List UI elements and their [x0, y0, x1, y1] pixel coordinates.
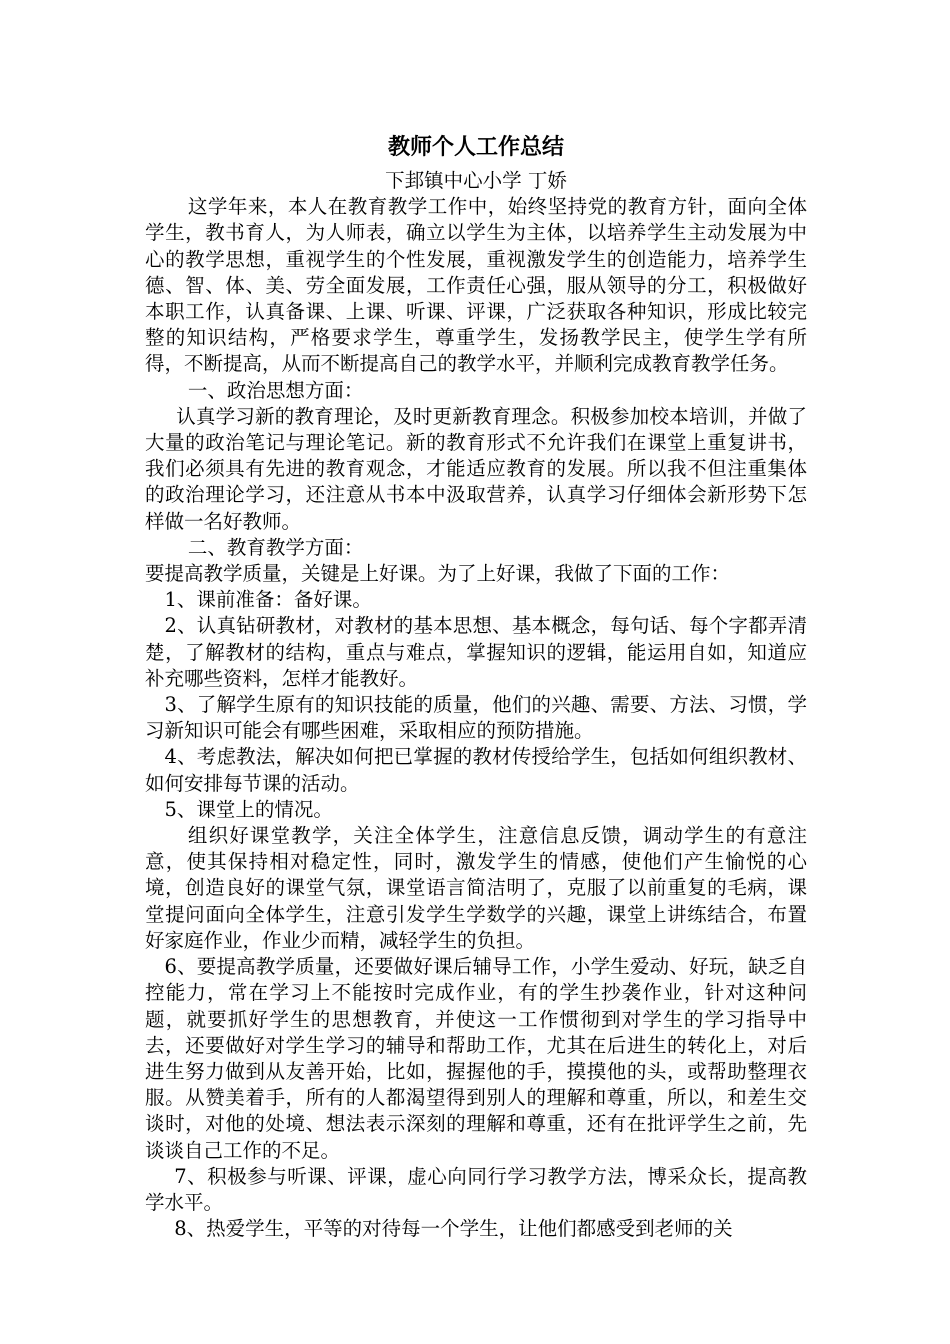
document-page: [145, 132, 807, 1242]
section-heading-political: 一、政治思想方面：: [187, 378, 364, 402]
political-paragraph: 认真学习新的教育理论，及时更新教育理念。积极参加校本培训，并做了大量的政治笔记与理论笔记。新的教育形式不允许我们在课堂上重复讲书，我们必须具有先进的教育观念，才能适应教育的发展。所以我不但注重集体的政治理论学习，还注意从书本中汲取营养，认真学习仔细体会新形势下怎样做一名好教师。: [145, 404, 807, 533]
classroom-paragraph: 组织好课堂教学，关注全体学生，注意信息反馈，调动学生的有意注意，使其保持相对稳定性，同时，激发学生的情感，使他们产生愉悦的心境，创造良好的课堂气氛，课堂语言简洁明了，克服了以前重复的毛病，课堂提问面向全体学生，注意引发学生学数学的兴趣，课堂上讲练结合，布置好家庭作业，作业少而精，减轻学生的负担。: [145, 824, 807, 952]
section-heading-teaching: 二、教育教学方面：: [187, 535, 364, 559]
list-item-4: 4、考虑教法，解决如何把已掌握的教材传授给学生，包括如何组织教材、如何安排每节课的活动。: [145, 745, 807, 795]
list-item-3: 3、了解学生原有的知识技能的质量，他们的兴趣、需要、方法、习惯，学习新知识可能会有哪些困难，采取相应的预防措施。: [145, 693, 807, 743]
author-line: 下邽镇中心小学 丁娇: [385, 169, 567, 192]
list-item-7: 7、积极参与听课、评课，虚心向同行学习教学方法，博采众长，提高教学水平。: [145, 1164, 807, 1214]
list-item-5: 5、课堂上的情况。: [164, 797, 333, 821]
list-item-8: 8、热爱学生，平等的对待每一个学生，让他们都感受到老师的关: [174, 1217, 733, 1241]
document-title: 教师个人工作总结: [387, 134, 564, 160]
teaching-intro-paragraph: 要提高教学质量，关键是上好课。为了上好课，我做了下面的工作：: [145, 562, 731, 586]
list-item-2: 2、认真钻研教材，对教材的基本思想、基本概念，每句话、每个字都弄清楚，了解教材的结构，重点与难点，掌握知识的逻辑，能运用自如，知道应补充哪些资料，怎样才能教好。: [145, 614, 807, 690]
list-item-1: 1、课前准备：备好课。: [164, 588, 372, 612]
intro-paragraph: 这学年来，本人在教育教学工作中，始终坚持党的教育方针，面向全体学生，教书育人，为人师表，确立以学生为主体，以培养学生主动发展为中心的教学思想，重视学生的个性发展，重视激发学生的创造能力，培养学生德、智、体、美、劳全面发展，工作责任心强，服从领导的分工，积极做好本职工作，认真备课、上课、听课、评课，广泛获取各种知识，形成比较完整的知识结构，严格要求学生，尊重学生，发扬教学民主，使学生学有所得，不断提高，从而不断提高自己的教学水平，并顺利完成教育教学任务。: [145, 195, 807, 376]
list-item-6: 6、要提高教学质量，还要做好课后辅导工作，小学生爱动、好玩，缺乏自控能力，常在学习上不能按时完成作业，有的学生抄袭作业，针对这种问题，就要抓好学生的思想教育，并使这一工作惯彻到对学生的学习指导中去，还要做好对学生学习的辅导和帮助工作，尤其在后进生的转化上，对后进生努力做到从友善开始，比如，握握他的手，摸摸他的头，或帮助整理衣服。从赞美着手，所有的人都渴望得到别人的理解和尊重，所以，和差生交谈时，对他的处境、想法表示深刻的理解和尊重，还有在批评学生之前，先谈谈自己工作的不足。: [145, 955, 807, 1162]
